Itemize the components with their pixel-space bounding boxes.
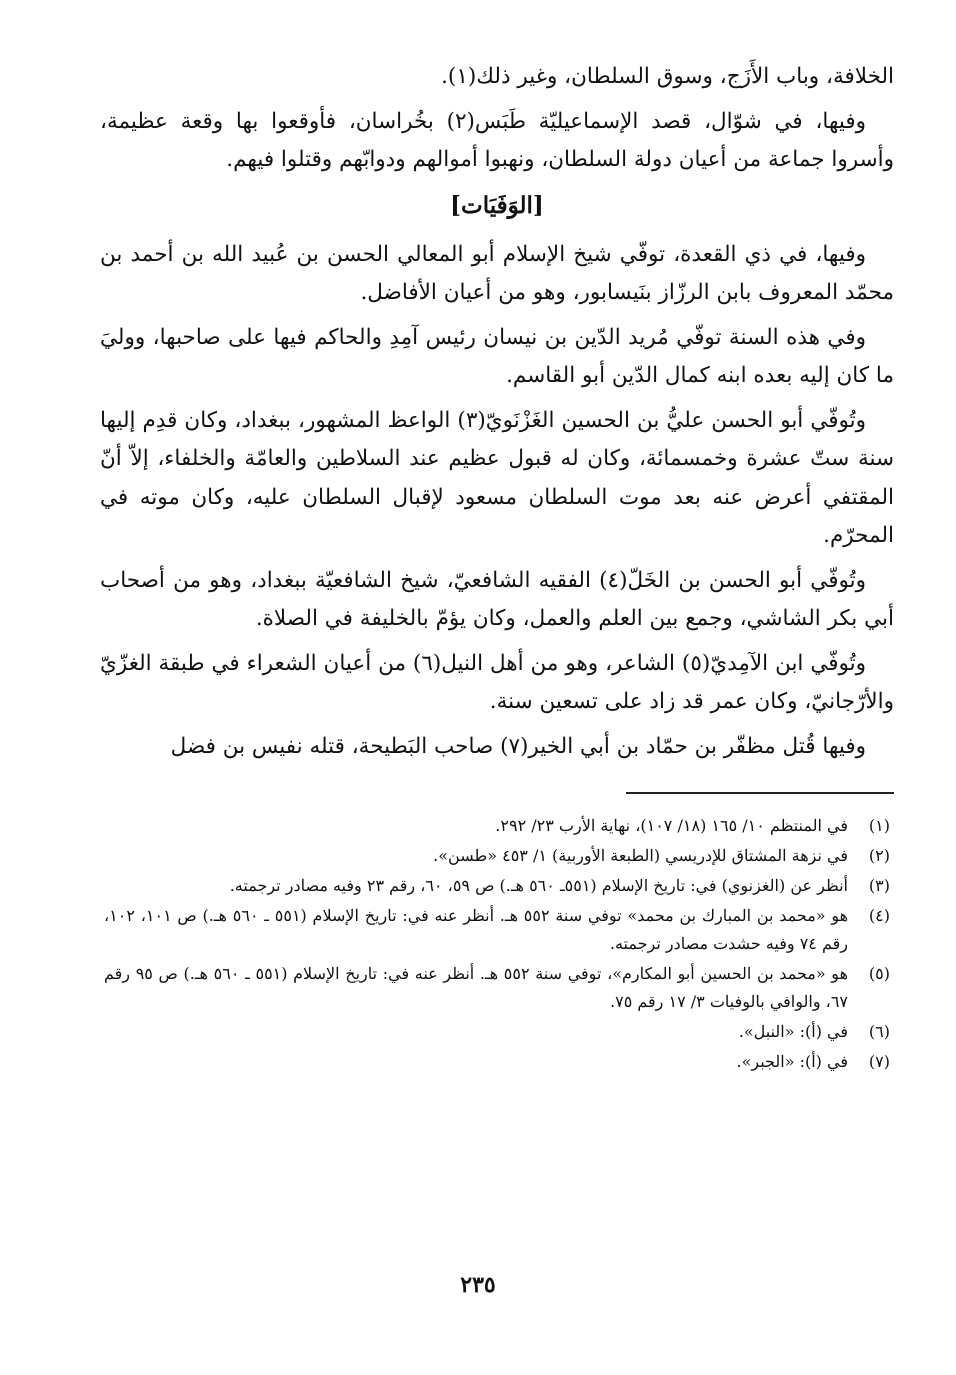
footnote-number: (٢) bbox=[868, 846, 890, 865]
footnote-divider bbox=[626, 792, 894, 794]
footnote-text: في (أ): «الجبر». bbox=[736, 1052, 848, 1071]
footnote-5 bbox=[100, 960, 894, 1016]
footnotes bbox=[100, 812, 894, 1076]
footnote-text: أنظر عن (الغزنوي) في: تاريخ الإسلام (٥٥١ـ ٥٦٠ هـ.) ص ٥٩، ٦٠، رقم ٢٣ وفيه مصادر ترجمته. bbox=[229, 876, 848, 895]
footnote-number: (٦) bbox=[868, 1022, 890, 1041]
paragraph-3: وفيها، في ذي القعدة، توفّي شيخ الإسلام أبو المعالي الحسن بن عُبيد الله بن أحمد بن محمّد المعروف بابن الرزّاز بنَيسابور، وهو من أعيان الأفاضل. bbox=[100, 241, 894, 305]
page-number: ٢٣٥ bbox=[460, 1272, 496, 1298]
section-heading: [الوَفَيَات] bbox=[450, 191, 544, 219]
footnote-number: (٣) bbox=[868, 876, 890, 895]
footnote-1 bbox=[100, 812, 894, 840]
paragraph-6: وتُوفّي أبو الحسن بن الخَلّ(٤) الفقيه الشافعيّ، شيخ الشافعيّة ببغداد، وهو من أصحاب أبي بكر الشاشي، وجمع بين العلم والعمل، وكان يؤمّ بالخليفة في الصلاة. bbox=[100, 567, 894, 631]
footnote-number: (٤) bbox=[868, 906, 890, 925]
footnote-2 bbox=[100, 842, 894, 870]
footnote-4 bbox=[100, 902, 894, 958]
footnote-text: في المنتظم ١٠/ ١٦٥ (١٨/ ١٠٧)، نهاية الأرب ٢٣/ ٢٩٢. bbox=[495, 816, 848, 835]
footnote-text: في (أ): «النبل». bbox=[738, 1022, 848, 1041]
footnote-7 bbox=[100, 1048, 894, 1076]
footnote-number: (٧) bbox=[868, 1052, 890, 1071]
paragraph-5: وتُوفّي أبو الحسن عليُّ بن الحسين الغَزْنَويّ(٣) الواعظ المشهور، ببغداد، وكان قدِم إليها سنة ستّ عشرة وخمسمائة، وكان له قبول عظيم عند السلاطين والعامّة والخلفاء، إلاّ أنّ المقتفي أعرض عنه بعد موت السلطان مسعود لإقبال السلطان عليه، وكان موته في المحرّم. bbox=[100, 407, 894, 548]
footnote-text: هو «محمد بن الحسين أبو المكارم»، توفي سنة ٥٥٢ هـ. أنظر عنه في: تاريخ الإسلام (٥٥١ ـ ٥٦٠ هـ.) ص ٩٥ رقم ٦٧، والوافي بالوفيات ٣/ ١٧ رقم ٧٥. bbox=[104, 964, 849, 1011]
paragraph-1: الخلافة، وباب الأَزَج، وسوق السلطان، وغير ذلك(١). bbox=[441, 64, 894, 89]
footnote-text: في نزهة المشتاق للإدريسي (الطبعة الأوربية) ١/ ٤٥٣ «طسن». bbox=[433, 846, 848, 865]
paragraph-8: وفيها قُتل مظفّر بن حمّاد بن أبي الخير(٧) صاحب البَطيحة، قتله نفيس بن فضل bbox=[170, 733, 866, 759]
main-text bbox=[100, 58, 894, 766]
footnote-text: هو «محمد بن المبارك بن محمد» توفي سنة ٥٥٢ هـ. أنظر عنه في: تاريخ الإسلام (٥٥١ ـ ٥٦٠ هـ.) ص ١٠١، ١٠٢، رقم ٧٤ وفيه حشدت مصادر ترجمته. bbox=[104, 906, 849, 953]
paragraph-2: وفيها، في شوّال، قصد الإسماعيليّة طَبَس(٢) بخُراسان، فأوقعوا بها وقعة عظيمة، وأسروا جماعة من أعيان دولة السلطان، ونهبوا أموالهم ودوابّهم وقتلوا فيهم. bbox=[100, 108, 894, 172]
paragraph-4: وفي هذه السنة توفّي مُريد الدّين بن نيسان رئيس آمِدِ والحاكم فيها على صاحبها، ووليَ ما كان إليه بعده ابنه كمال الدّين أبو القاسم. bbox=[100, 324, 894, 388]
footnote-number: (٥) bbox=[868, 964, 890, 983]
footnote-number: (١) bbox=[868, 816, 890, 835]
paragraph-7: وتُوفّي ابن الآمِديّ(٥) الشاعر، وهو من أهل النيل(٦) من أعيان الشعراء في طبقة الغزّيّ والأرّجانيّ، وكان عمر قد زاد على تسعين سنة. bbox=[100, 650, 894, 714]
footnote-6 bbox=[100, 1018, 894, 1046]
footnote-3 bbox=[100, 872, 894, 900]
